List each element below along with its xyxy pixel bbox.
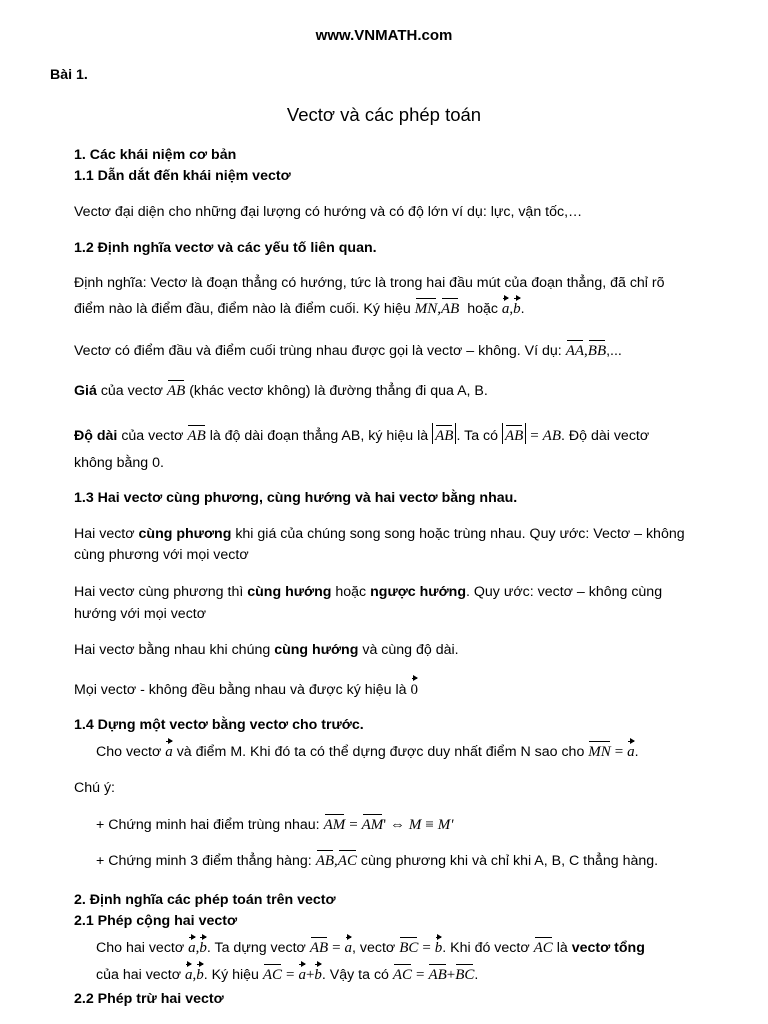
note-item-2: + Chứng minh 3 điểm thẳng hàng: AB,AC cùng phương khi và chỉ khi A, B, C thẳng hàng. xyxy=(96,853,659,869)
paragraph-1-1: Vectơ đại diện cho những đại lượng có hướng và có độ lớn ví dụ: lực, vận tốc,… xyxy=(74,204,583,220)
subsection-2-1-heading: 2.1 Phép cộng hai vectơ xyxy=(74,913,238,929)
length-paragraph-line-1: Độ dài của vectơ AB là độ dài đoạn thẳng AB, ký hiệu là AB . Ta có AB = AB. Độ dài vectơ xyxy=(74,423,649,447)
addition-line-1: Cho hai vectơ a,b. Ta dựng vectơ AB = a, vectơ BC = b. Khi đó vectơ AC là vectơ tổng xyxy=(96,940,645,956)
subsection-2-2-heading: 2.2 Phép trừ hai vectơ xyxy=(74,991,224,1007)
subsection-1-4-heading: 1.4 Dựng một vectơ bằng vectơ cho trước. xyxy=(74,717,364,733)
subsection-1-3-heading: 1.3 Hai vectơ cùng phương, cùng hướng và hai vectơ bằng nhau. xyxy=(74,490,518,506)
note-item-1: + Chứng minh hai điểm trùng nhau: AM = AM' ⇔ M ≡ M' xyxy=(96,817,454,833)
addition-line-2: của hai vectơ a,b. Ký hiệu AC = a+b. Vậy ta có AC = AB+BC. xyxy=(96,967,479,983)
zero-vectors-equal-paragraph: Mọi vectơ - không đều bằng nhau và được ký hiệu là 0 xyxy=(74,682,418,698)
section-2-heading: 2. Định nghĩa các phép toán trên vectơ xyxy=(74,892,336,908)
definition-line-1: Định nghĩa: Vectơ là đoạn thẳng có hướng, tức là trong hai đầu mút của đoạn thẳng, đã chỉ rõ xyxy=(74,275,665,291)
length-paragraph-line-2: không bằng 0. xyxy=(74,455,164,471)
zero-vector-paragraph: Vectơ có điểm đầu và điểm cuối trùng nhau được gọi là vectơ – không. Ví dụ: AA,BB,... xyxy=(74,343,622,359)
collinear-paragraph-line-2: cùng phương với mọi vectơ xyxy=(74,547,249,563)
support-paragraph: Giá của vectơ AB (khác vectơ không) là đường thẳng đi qua A, B. xyxy=(74,383,488,399)
note-label: Chú ý: xyxy=(74,780,116,796)
lesson-label: Bài 1. xyxy=(50,67,88,83)
direction-paragraph-line-1: Hai vectơ cùng phương thì cùng hướng hoặc ngược hướng. Quy ước: vectơ – không cùng xyxy=(74,584,663,600)
construct-vector-paragraph: Cho vectơ a và điểm M. Khi đó ta có thể dựng được duy nhất điểm N sao cho MN = a. xyxy=(96,744,639,760)
collinear-paragraph-line-1: Hai vectơ cùng phương khi giá của chúng song song hoặc trùng nhau. Quy ước: Vectơ – không xyxy=(74,526,685,542)
direction-paragraph-line-2: hướng với mọi vectơ xyxy=(74,606,207,622)
subsection-1-2-heading: 1.2 Định nghĩa vectơ và các yếu tố liên quan. xyxy=(74,240,377,256)
subsection-1-1-heading: 1.1 Dẫn dắt đến khái niệm vectơ xyxy=(74,168,291,184)
site-header: www.VNMATH.com xyxy=(315,27,453,44)
section-1-heading: 1. Các khái niệm cơ bản xyxy=(74,147,237,163)
definition-line-2: điểm nào là điểm đầu, điểm nào là điểm cuối. Ký hiệu MN,AB hoặc a,b. xyxy=(74,301,525,317)
equal-vectors-paragraph: Hai vectơ bằng nhau khi chúng cùng hướng và cùng độ dài. xyxy=(74,642,459,658)
page-title: Vectơ và các phép toán xyxy=(286,104,482,125)
